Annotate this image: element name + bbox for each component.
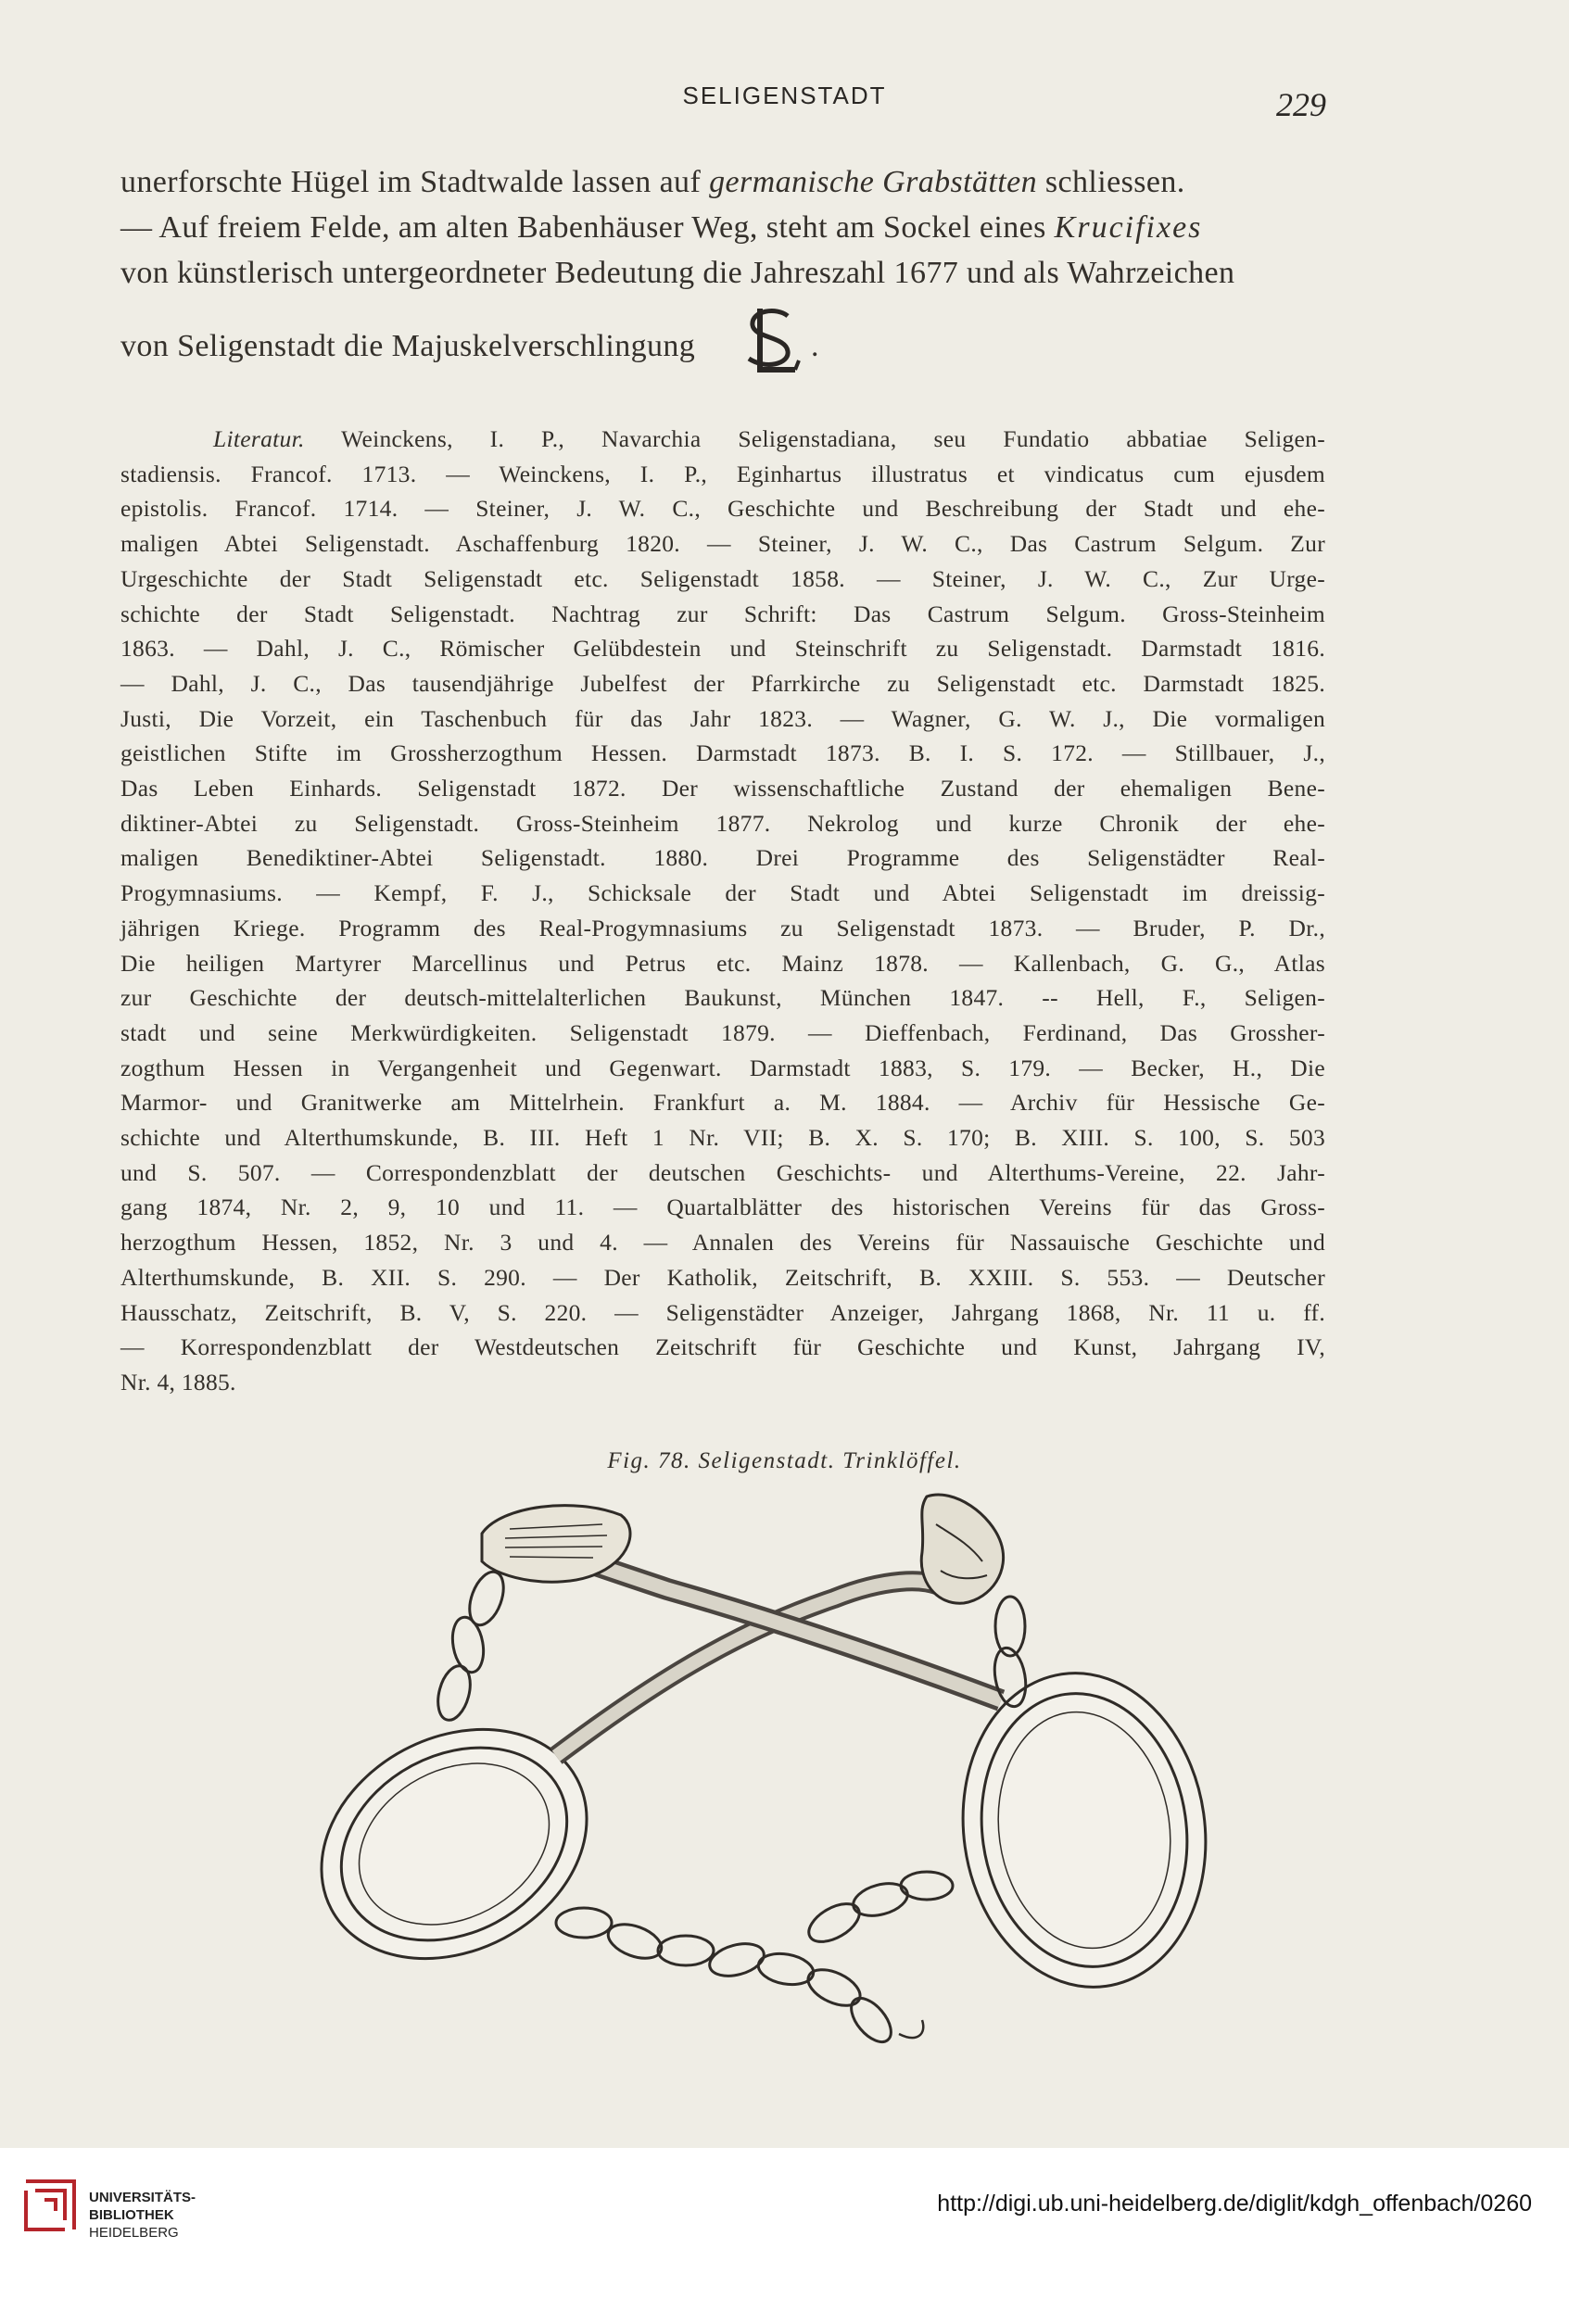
literature-line: stadiensis. Francof. 1713. — Weinckens, I. P., Eginhartus illustratus et vindicatus cum ejusdem bbox=[120, 460, 1325, 487]
main-paragraph bbox=[120, 159, 1325, 379]
literature-line: Die heiligen Martyrer Marcellinus und Petrus etc. Mainz 1878. — Kallenbach, G. G., Atlas bbox=[120, 949, 1325, 977]
literature-line: Urgeschichte der Stadt Seligenstadt etc. Seligenstadt 1858. — Steiner, J. W. C., Zur Urge- bbox=[120, 564, 1325, 592]
source-url-link[interactable]: http://digi.ub.uni-heidelberg.de/diglit/kdgh_offenbach/0260 bbox=[937, 2191, 1532, 2217]
running-title: SELIGENSTADT bbox=[682, 82, 887, 109]
literature-line: stadt und seine Merkwürdigkeiten. Seligenstadt 1879. — Dieffenbach, Ferdinand, Das Grossher- bbox=[120, 1018, 1325, 1046]
literature-line: jährigen Kriege. Programm des Real-Progymnasiums zu Seligenstadt 1873. — Bruder, P. Dr., bbox=[120, 914, 1325, 941]
literature-line: geistlichen Stifte im Grossherzogthum Hessen. Darmstadt 1873. B. I. S. 172. — Stillbauer, J., bbox=[120, 739, 1325, 767]
literature-line: — Korrespondenzblatt der Westdeutschen Zeitschrift für Geschichte und Kunst, Jahrgang IV, bbox=[120, 1333, 1325, 1361]
literature-line: schichte der Stadt Seligenstadt. Nachtrag zur Schrift: Das Castrum Selgum. Gross-Steinheim bbox=[120, 600, 1325, 627]
literature-label: Literatur. bbox=[213, 425, 305, 452]
literature-line: Marmor- und Granitwerke am Mittelrhein. Frankfurt a. M. 1884. — Archiv für Hessische Ge- bbox=[120, 1089, 1325, 1117]
figure-terminal bbox=[921, 1495, 1003, 1603]
body-line-4 bbox=[120, 303, 1325, 379]
figure-caption: Fig. 78. Seligenstadt. Trinklöffel. bbox=[607, 1448, 962, 1473]
right-spoon-bowl bbox=[943, 1658, 1226, 2003]
literature-line: Nr. 4, 1885. bbox=[120, 1368, 236, 1396]
emphasis-krucifixes: Krucifixes bbox=[1054, 210, 1203, 245]
literature-line: Das Leben Einhards. Seligenstadt 1872. Der wissenschaftliche Zustand der ehemaligen Bene- bbox=[120, 775, 1325, 802]
literature-line: und S. 507. — Correspondenzblatt der deutschen Geschichts- und Alterthums-Vereine, 22. Jahr- bbox=[120, 1158, 1325, 1186]
body-line-4-end: . bbox=[811, 329, 819, 363]
literature-line: Hausschatz, Zeitschrift, B. V, S. 220. — Seligenstädter Anzeiger, Jahrgang 1868, Nr. 11 u. ff. bbox=[120, 1298, 1325, 1326]
literature-line: — Dahl, J. C., Das tausendjährige Jubelfest der Pfarrkirche zu Seligenstadt etc. Darmstadt 1825. bbox=[120, 669, 1325, 697]
literature-line: 1863. — Dahl, J. C., Römischer Gelübdestein und Steinschrift zu Seligenstadt. Darmstadt 1816. bbox=[120, 635, 1325, 663]
body-line-2: — Auf freiem Felde, am alten Babenhäuser Weg, steht am Sockel eines Krucifixes bbox=[120, 210, 1203, 245]
literature-line: Progymnasiums. — Kempf, F. J., Schicksale der Stadt und Abtei Seligenstadt im dreissig- bbox=[120, 879, 1325, 907]
body-line-4-text: von Seligenstadt die Majuskelverschlingung bbox=[120, 329, 696, 363]
emphasis-germanische-grabstaetten: germanische Grabstätten bbox=[709, 165, 1037, 199]
literature-line: diktiner-Abtei zu Seligenstadt. Gross-Steinheim 1877. Nekrolog und kurze Chronik der ehe- bbox=[120, 809, 1325, 837]
page-number: 229 bbox=[1276, 86, 1326, 123]
drinking-spoons-illustration bbox=[278, 1487, 1344, 2062]
digitization-footer bbox=[0, 2148, 1569, 2324]
literature-line: Literatur. Weinckens, I. P., Navarchia Seligenstadiana, seu Fundatio abbatiae Seligen- bbox=[213, 425, 1325, 452]
literature-line: epistolis. Francof. 1714. — Steiner, J. W. C., Geschichte und Beschreibung der Stadt und ehe- bbox=[120, 495, 1325, 523]
body-line-3: von künstlerisch untergeordneter Bedeutung die Jahreszahl 1677 und als Wahrzeichen bbox=[120, 256, 1235, 290]
literature-line: zogthum Hessen in Vergangenheit und Gegenwart. Darmstadt 1883, S. 179. — Becker, H., Die bbox=[120, 1054, 1325, 1081]
body-line-1: unerforschte Hügel im Stadtwalde lassen auf germanische Grabstätten schliessen. bbox=[120, 165, 1185, 199]
literature-line: maligen Benediktiner-Abtei Seligenstadt. 1880. Drei Programme des Seligenstädter Real- bbox=[120, 844, 1325, 872]
library-name: UNIVERSITÄTS- BIBLIOTHEK HEIDELBERG bbox=[89, 2190, 196, 2241]
literature-line: maligen Abtei Seligenstadt. Aschaffenburg 1820. — Steiner, J. W. C., Das Castrum Selgum. Zur bbox=[120, 530, 1325, 558]
literature-line: gang 1874, Nr. 2, 9, 10 und 11. — Quartalblätter des historischen Vereins für das Gross- bbox=[120, 1194, 1325, 1221]
literature-line: zur Geschichte der deutsch-mittelalterlichen Baukunst, München 1847. -- Hell, F., Seligen- bbox=[120, 984, 1325, 1012]
majuskel-monogram-icon bbox=[740, 303, 804, 379]
literature-block bbox=[120, 422, 1325, 1400]
literature-line: herzogthum Hessen, 1852, Nr. 3 und 4. — Annalen des Vereins für Nassauische Geschichte und bbox=[120, 1229, 1325, 1257]
literature-line: Justi, Die Vorzeit, ein Taschenbuch für das Jahr 1823. — Wagner, G. W. J., Die vormaligen bbox=[120, 704, 1325, 732]
university-library-logo-icon bbox=[20, 2176, 80, 2235]
literature-line: schichte und Alterthumskunde, B. III. Heft 1 Nr. VII; B. X. S. 170; B. XIII. S. 100, S. 503 bbox=[120, 1124, 1325, 1152]
literature-line: Alterthumskunde, B. XII. S. 290. — Der Katholik, Zeitschrift, B. XXIII. S. 553. — Deutscher bbox=[120, 1263, 1325, 1291]
